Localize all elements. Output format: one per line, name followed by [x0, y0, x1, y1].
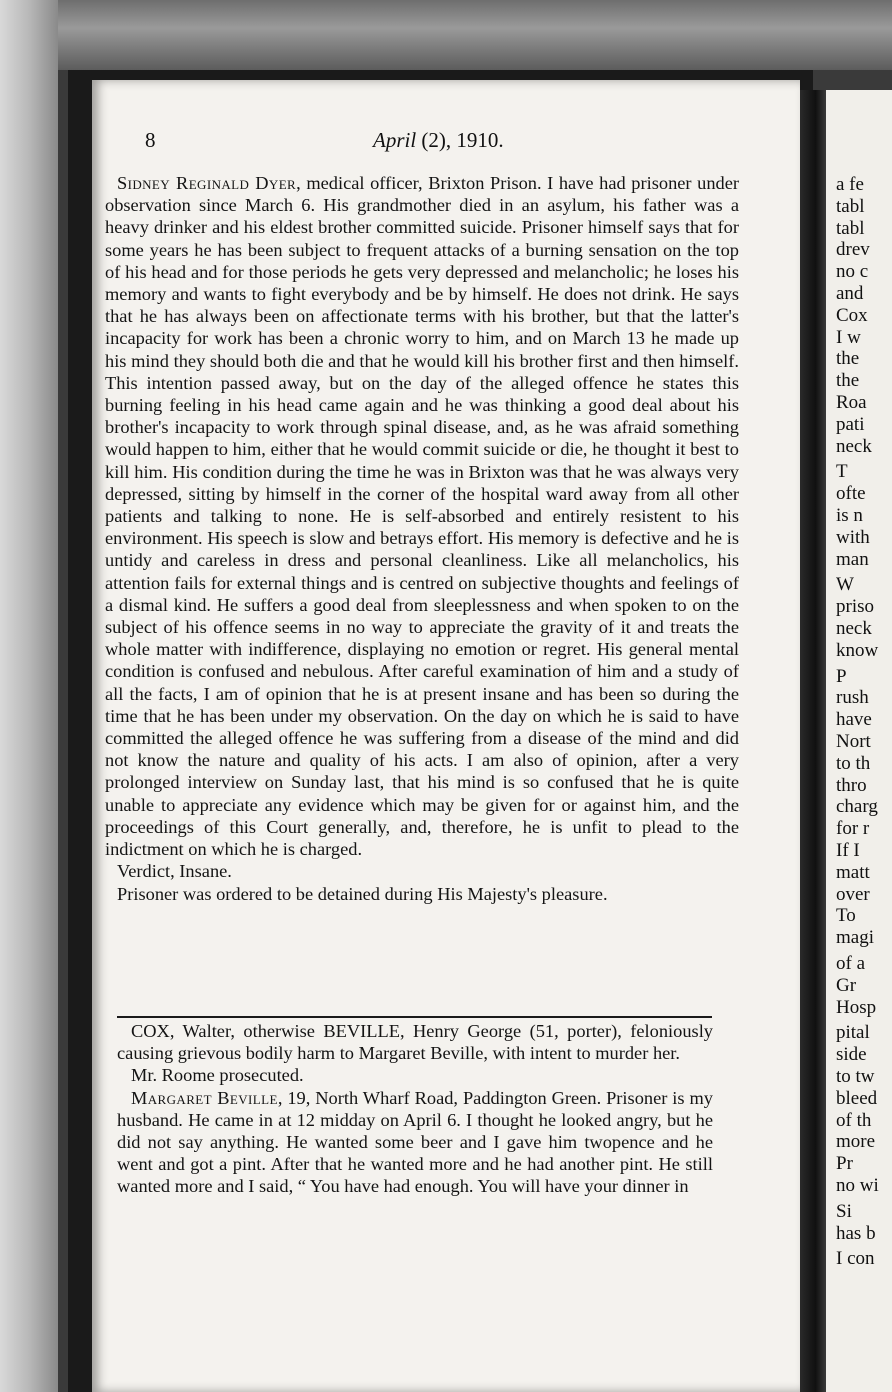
cox-case-block — [117, 1020, 713, 1198]
next-page-fragment: no wi — [836, 1175, 879, 1196]
next-page-fragment: to th — [836, 752, 871, 774]
next-page-fragment: neck — [836, 435, 872, 457]
scan-border-top — [0, 0, 892, 70]
next-page-fragment: bleed — [836, 1087, 878, 1109]
next-page-fragment: Pr — [836, 1153, 853, 1175]
next-page-fragment: tabl — [836, 195, 865, 217]
next-page-fragment: tabl — [836, 217, 865, 239]
next-page-fragment: is n — [836, 505, 863, 526]
dyer-testimony-block — [105, 172, 739, 905]
next-page-fragment: priso — [836, 596, 874, 618]
next-page-fragment: drev — [836, 239, 870, 261]
next-page-fragment: magi — [836, 927, 874, 949]
case-divider — [117, 1016, 712, 1018]
verdict: Verdict, Insane. — [117, 861, 232, 882]
next-page-fragment: pati — [836, 413, 865, 435]
next-page-fragment: pital — [836, 1022, 870, 1044]
next-page-fragment: for r — [836, 818, 870, 840]
next-page-fragment: has b — [836, 1222, 876, 1244]
witness-name: Sidney Reginald Dyer — [117, 173, 297, 193]
next-page-fragment: If I — [836, 840, 860, 861]
scan-border-left — [0, 0, 58, 1392]
next-page-fragment: Si — [836, 1200, 852, 1222]
sentence: Prisoner was ordered to be detained during His Majesty's pleasure. — [117, 883, 608, 904]
next-page-fragment: no c — [836, 261, 869, 283]
next-page-fragment: know — [836, 639, 879, 661]
next-page-fragment: Roa — [836, 392, 867, 413]
next-page-fragment: thro — [836, 774, 867, 796]
next-page-fragment: charg — [836, 796, 878, 818]
next-page-fragment: rush — [836, 687, 869, 709]
next-page-fragment: Hosp — [836, 996, 877, 1018]
witness-name: Margaret Beville — [131, 1087, 278, 1108]
next-page-fragment: with — [836, 526, 870, 548]
next-page-fragment: T — [836, 461, 848, 483]
next-page-fragment: side — [836, 1044, 867, 1066]
next-page-fragment: man — [836, 548, 869, 570]
next-page-fragment: the — [836, 348, 860, 370]
next-page-fragment: of th — [836, 1109, 872, 1131]
next-page-fragment: over — [836, 883, 870, 905]
next-page-fragment: W — [836, 574, 854, 596]
next-page-fragment: Gr — [836, 974, 857, 996]
next-page-fragment: I con — [836, 1248, 875, 1270]
next-page-fragment: I w — [836, 326, 861, 348]
prosecutor: Mr. Roome prosecuted. — [131, 1065, 304, 1086]
case-heading: COX, Walter, otherwise BEVILLE, Henry George (51, porter), feloniously causing grievous bodily harm to Margaret Beville, with intent to murder her. — [117, 1021, 713, 1064]
dyer-testimony: Sidney Reginald Dyer, medical officer, Brixton Prison. I have had prisoner under observation since March 6. His grandmother died in an asylum, his father was a heavy drinker and his eldest brother committed suicide. Prisoner himself says that for some years he has been subject to frequent attacks of a burning sensation on the top of his head and for those periods he gets very depressed and melancholic; he loses his memory and wants to fight everybody and be by himself. He does not drink. He says that he has always been on affectionate terms with his brother, but that the latter's incapacity for work has been a chronic worry to him, and on March 13 he made up his mind they should both die and that he would kill his brother first and then himself. This intention passed away, but on the day of the alleged offence he states this burning feeling in his head came again and he was thinking a good deal about his brother's incapacity to work through spinal disease, and, as he was afraid something would happen to him, either that he would commit suicide or die, he thought it best to kill him. His condition during the time he was in Brixton was that he was always very depressed, sitting by himself in the corner of the hospital ward away from all other patients and talking to none. He is self-absorbed and entirely resistent to his environment. His speech is slow and betrays effort. His memory is defective and he is untidy and careless in dress and personal cleanliness. Like all melancholics, his attention fails for external things and is centred on subjective thoughts and feelings of a dismal kind. He suffers a good deal from sleeplessness and when spoken to on the subject of his offence seems in no way to appreciate the gravity of it and treats the whole matter with indifference, displaying no emotion or regret. His general mental condition is confused and nebulous. After careful examination of him and a study of all the facts, I am of opinion that he is at present insane and has been so during the time that he has been under my observation. On the day on which he is said to have committed the alleged offence he was suffering from a disease of the mind and did not know the nature and quality of his acts. I am also of opinion, after a very prolonged interview on Sunday last, that his mind is so confused that he is quite unable to appreciate any evidence which may be given for or against him, and the proceedings of this Court generally, and, therefore, he is unfit to plead to the indictment on which he is charged. — [105, 173, 739, 860]
page-header — [145, 128, 725, 152]
next-page-fragment: ofte — [836, 483, 866, 505]
book-gutter — [800, 90, 826, 1392]
running-head: April (2), 1910. — [373, 128, 504, 152]
next-page-fragment: more — [836, 1131, 876, 1153]
page-number: 8 — [145, 128, 156, 152]
next-page-fragment: To — [836, 905, 856, 927]
next-page-fragment: the — [836, 370, 860, 392]
next-page-fragment: of a — [836, 953, 866, 974]
next-page-fragment: P — [836, 665, 847, 687]
beville-testimony: Margaret Beville, 19, North Wharf Road, Paddington Green. Prisoner is my husband. He came in at 12 midday on April 6. I thought he looked angry, but he did not say anything. He wanted some beer and I gave him twopence and he went and got a pint. After that he wanted more and he had another pint. He still wanted more and I said, “ You have had enough. You will have your dinner in — [117, 1087, 713, 1197]
next-page-fragment: and — [836, 283, 864, 304]
next-page-fragment: Cox — [836, 304, 868, 326]
next-page-fragment: Nort — [836, 731, 871, 752]
next-page-fragment: a fe — [836, 174, 864, 195]
next-page-fragment: matt — [836, 861, 870, 883]
next-page-fragment: neck — [836, 618, 872, 639]
next-page-fragment: to tw — [836, 1066, 875, 1087]
next-page-fragment: have — [836, 709, 872, 731]
page-right-partial — [826, 90, 892, 1392]
